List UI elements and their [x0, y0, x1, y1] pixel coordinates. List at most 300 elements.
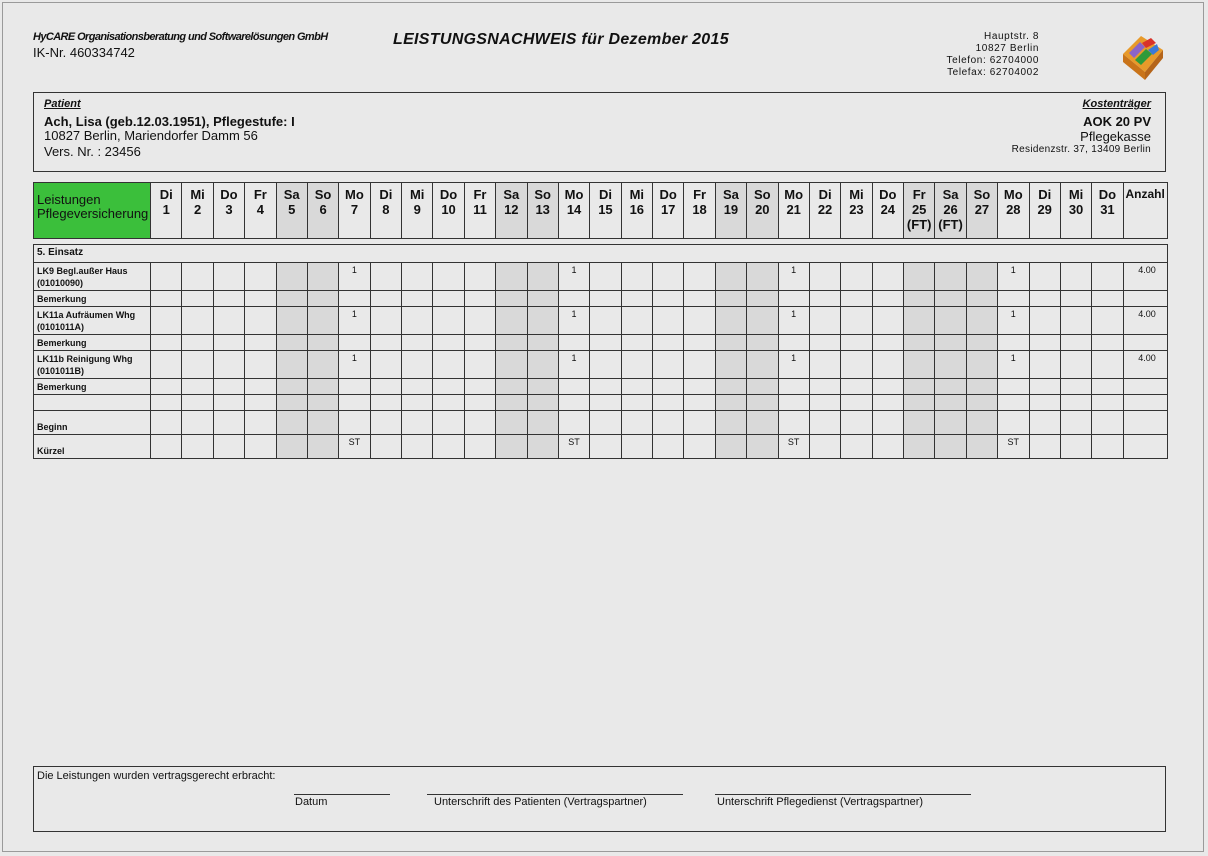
day-cell[interactable]: [778, 411, 809, 435]
day-cell[interactable]: [715, 335, 746, 351]
day-number: 20: [755, 202, 770, 217]
day-cell[interactable]: [966, 379, 997, 395]
day-cell[interactable]: [653, 435, 684, 459]
day-cell[interactable]: 1: [558, 263, 589, 291]
day-cell[interactable]: [496, 411, 527, 435]
day-cell[interactable]: [747, 395, 778, 411]
day-cell[interactable]: [1060, 307, 1091, 335]
day-cell[interactable]: [1092, 335, 1123, 351]
day-cell[interactable]: [904, 351, 935, 379]
day-cell[interactable]: [590, 291, 621, 307]
day-cell[interactable]: [1060, 395, 1091, 411]
day-cell[interactable]: [590, 435, 621, 459]
weekday-label: Do: [659, 187, 677, 202]
day-cell[interactable]: [1029, 263, 1060, 291]
day-cell[interactable]: [1092, 351, 1123, 379]
day-cell[interactable]: [464, 291, 495, 307]
patient-address: 10827 Berlin, Mariendorfer Damm 56: [44, 128, 258, 143]
day-cell[interactable]: [966, 411, 997, 435]
day-cell[interactable]: [527, 435, 558, 459]
day-cell[interactable]: [182, 395, 213, 411]
day-cell[interactable]: [684, 379, 715, 395]
day-cell[interactable]: [307, 351, 338, 379]
day-cell[interactable]: [464, 335, 495, 351]
day-cell[interactable]: [1060, 351, 1091, 379]
day-cell[interactable]: 1: [778, 307, 809, 335]
day-cell[interactable]: [966, 435, 997, 459]
day-cell[interactable]: [1029, 291, 1060, 307]
day-cell[interactable]: [653, 379, 684, 395]
day-header-cell: [841, 183, 872, 239]
row-total: 4.00: [1123, 307, 1167, 335]
day-cell[interactable]: [558, 335, 589, 351]
day-cell[interactable]: [684, 395, 715, 411]
day-cell[interactable]: [370, 291, 401, 307]
day-cell[interactable]: [684, 351, 715, 379]
day-cell[interactable]: [1029, 351, 1060, 379]
day-cell[interactable]: [590, 307, 621, 335]
day-cell[interactable]: [653, 411, 684, 435]
day-cell[interactable]: [904, 435, 935, 459]
day-cell[interactable]: [621, 411, 652, 435]
day-cell[interactable]: [151, 351, 182, 379]
day-cell[interactable]: [433, 379, 464, 395]
day-cell[interactable]: [527, 335, 558, 351]
day-cell[interactable]: [1060, 435, 1091, 459]
day-cell[interactable]: [653, 351, 684, 379]
day-cell[interactable]: [653, 291, 684, 307]
day-cell[interactable]: [1060, 411, 1091, 435]
day-cell[interactable]: [370, 435, 401, 459]
weekday-label: Di: [159, 187, 173, 202]
services-header-cell: [34, 183, 151, 239]
day-cell[interactable]: [1029, 411, 1060, 435]
day-cell[interactable]: [590, 379, 621, 395]
day-cell[interactable]: [151, 335, 182, 351]
day-cell[interactable]: ST: [339, 435, 370, 459]
day-cell[interactable]: [339, 379, 370, 395]
day-cell[interactable]: [841, 435, 872, 459]
day-cell[interactable]: [841, 335, 872, 351]
day-cell[interactable]: [935, 435, 966, 459]
day-cell[interactable]: [715, 307, 746, 335]
day-cell[interactable]: [496, 335, 527, 351]
day-cell[interactable]: [966, 351, 997, 379]
day-cell[interactable]: [935, 263, 966, 291]
day-cell[interactable]: [872, 351, 903, 379]
day-cell[interactable]: [684, 411, 715, 435]
day-cell[interactable]: [715, 379, 746, 395]
day-cell[interactable]: [527, 395, 558, 411]
day-cell[interactable]: [621, 307, 652, 335]
day-cell[interactable]: [872, 379, 903, 395]
day-cell[interactable]: [841, 351, 872, 379]
day-cell[interactable]: [1092, 263, 1123, 291]
day-cell[interactable]: [621, 351, 652, 379]
day-cell[interactable]: [966, 307, 997, 335]
day-cell[interactable]: [213, 395, 244, 411]
day-cell[interactable]: [809, 351, 840, 379]
day-cell[interactable]: [276, 351, 307, 379]
day-cell[interactable]: [245, 335, 276, 351]
day-cell[interactable]: [998, 291, 1029, 307]
day-cell[interactable]: [213, 435, 244, 459]
day-cell[interactable]: [307, 411, 338, 435]
day-cell[interactable]: [213, 263, 244, 291]
day-cell[interactable]: [747, 307, 778, 335]
day-cell[interactable]: [464, 263, 495, 291]
day-cell[interactable]: [935, 351, 966, 379]
day-cell[interactable]: [935, 307, 966, 335]
day-cell[interactable]: [402, 379, 433, 395]
day-cell[interactable]: [276, 263, 307, 291]
day-cell[interactable]: [841, 263, 872, 291]
day-cell[interactable]: 1: [778, 351, 809, 379]
day-cell[interactable]: 1: [998, 263, 1029, 291]
day-cell[interactable]: [464, 435, 495, 459]
day-cell[interactable]: [245, 263, 276, 291]
day-cell[interactable]: [527, 351, 558, 379]
day-cell[interactable]: [653, 263, 684, 291]
day-cell[interactable]: [496, 379, 527, 395]
day-cell[interactable]: [1060, 263, 1091, 291]
day-cell[interactable]: [778, 291, 809, 307]
day-cell[interactable]: [307, 335, 338, 351]
day-cell[interactable]: [590, 335, 621, 351]
day-cell[interactable]: [1060, 379, 1091, 395]
day-cell[interactable]: [904, 335, 935, 351]
day-cell[interactable]: [621, 379, 652, 395]
day-cell[interactable]: [1092, 307, 1123, 335]
day-cell[interactable]: [402, 335, 433, 351]
day-cell[interactable]: [245, 411, 276, 435]
day-cell[interactable]: [370, 379, 401, 395]
day-cell[interactable]: [715, 435, 746, 459]
day-cell[interactable]: [590, 395, 621, 411]
day-cell[interactable]: [245, 379, 276, 395]
day-cell[interactable]: [747, 291, 778, 307]
day-cell[interactable]: [1092, 379, 1123, 395]
day-cell[interactable]: 1: [778, 263, 809, 291]
day-cell[interactable]: [402, 263, 433, 291]
day-cell[interactable]: [339, 335, 370, 351]
day-cell[interactable]: [747, 263, 778, 291]
day-cell[interactable]: [809, 395, 840, 411]
day-cell[interactable]: 1: [339, 351, 370, 379]
day-cell[interactable]: [245, 307, 276, 335]
day-cell[interactable]: 1: [558, 351, 589, 379]
day-cell[interactable]: [151, 395, 182, 411]
day-number: 9: [413, 202, 421, 217]
day-cell[interactable]: [307, 291, 338, 307]
day-number: 30: [1068, 202, 1084, 217]
day-cell[interactable]: [872, 411, 903, 435]
day-cell[interactable]: [809, 379, 840, 395]
day-cell[interactable]: [1029, 307, 1060, 335]
day-cell[interactable]: [433, 435, 464, 459]
day-cell[interactable]: [213, 379, 244, 395]
day-cell[interactable]: [684, 291, 715, 307]
day-cell[interactable]: [213, 351, 244, 379]
day-header-cell: [998, 183, 1029, 239]
day-header-cell: [527, 183, 558, 239]
day-cell[interactable]: [402, 307, 433, 335]
day-header-cell: [245, 183, 276, 239]
day-cell[interactable]: [213, 307, 244, 335]
day-cell[interactable]: [966, 395, 997, 411]
day-cell[interactable]: [276, 435, 307, 459]
day-cell[interactable]: [590, 351, 621, 379]
day-cell[interactable]: [1092, 291, 1123, 307]
day-cell[interactable]: [433, 291, 464, 307]
day-cell[interactable]: [182, 435, 213, 459]
day-cell[interactable]: [307, 379, 338, 395]
day-cell[interactable]: [1060, 291, 1091, 307]
day-cell[interactable]: [1092, 395, 1123, 411]
day-cell[interactable]: [904, 395, 935, 411]
day-cell[interactable]: [778, 335, 809, 351]
day-header-cell: [872, 183, 903, 239]
day-cell[interactable]: [307, 307, 338, 335]
day-cell[interactable]: [904, 263, 935, 291]
day-cell[interactable]: [276, 379, 307, 395]
day-cell[interactable]: [182, 263, 213, 291]
day-cell[interactable]: [1092, 411, 1123, 435]
day-cell[interactable]: [872, 291, 903, 307]
day-cell[interactable]: [1029, 335, 1060, 351]
day-cell[interactable]: [370, 395, 401, 411]
day-cell[interactable]: [904, 411, 935, 435]
day-cell[interactable]: [307, 435, 338, 459]
day-cell[interactable]: [809, 411, 840, 435]
day-cell[interactable]: [151, 307, 182, 335]
day-cell[interactable]: [1092, 435, 1123, 459]
day-cell[interactable]: [496, 435, 527, 459]
day-cell[interactable]: [747, 335, 778, 351]
day-cell[interactable]: [872, 263, 903, 291]
day-cell[interactable]: [370, 351, 401, 379]
day-cell[interactable]: [747, 351, 778, 379]
day-cell[interactable]: [715, 351, 746, 379]
day-cell[interactable]: [433, 395, 464, 411]
day-cell[interactable]: [276, 307, 307, 335]
row-total: [1123, 411, 1167, 435]
anzahl-header: Anzahl: [1123, 183, 1167, 239]
day-cell[interactable]: [182, 351, 213, 379]
day-cell[interactable]: [527, 307, 558, 335]
day-cell[interactable]: [213, 291, 244, 307]
day-cell[interactable]: [276, 335, 307, 351]
day-cell[interactable]: [464, 379, 495, 395]
day-cell[interactable]: [370, 335, 401, 351]
day-cell[interactable]: [1029, 379, 1060, 395]
day-cell[interactable]: [809, 307, 840, 335]
weekday-label: Di: [1038, 187, 1052, 202]
day-cell[interactable]: [245, 435, 276, 459]
day-cell[interactable]: [904, 291, 935, 307]
day-cell[interactable]: [998, 395, 1029, 411]
day-cell[interactable]: [527, 379, 558, 395]
day-cell[interactable]: [684, 435, 715, 459]
day-cell[interactable]: [747, 411, 778, 435]
day-cell[interactable]: [935, 411, 966, 435]
day-cell[interactable]: [809, 291, 840, 307]
day-cell[interactable]: [715, 411, 746, 435]
day-cell[interactable]: [1029, 395, 1060, 411]
day-cell[interactable]: [151, 379, 182, 395]
day-cell[interactable]: [370, 307, 401, 335]
day-cell[interactable]: [370, 263, 401, 291]
day-cell[interactable]: [307, 395, 338, 411]
weekday-label: Fr: [473, 187, 487, 202]
day-cell[interactable]: [151, 435, 182, 459]
day-cell[interactable]: [966, 335, 997, 351]
day-cell[interactable]: [213, 335, 244, 351]
day-cell[interactable]: [841, 379, 872, 395]
day-cell[interactable]: [464, 411, 495, 435]
day-cell[interactable]: [715, 291, 746, 307]
day-cell[interactable]: [402, 411, 433, 435]
day-cell[interactable]: [182, 411, 213, 435]
day-cell[interactable]: [590, 263, 621, 291]
day-cell[interactable]: [464, 307, 495, 335]
day-cell[interactable]: 1: [998, 307, 1029, 335]
day-cell[interactable]: [402, 351, 433, 379]
day-cell[interactable]: [778, 395, 809, 411]
weekday-label: Fr: [253, 187, 267, 202]
day-cell[interactable]: [402, 435, 433, 459]
day-cell[interactable]: [496, 307, 527, 335]
day-cell[interactable]: [433, 335, 464, 351]
day-cell[interactable]: [464, 351, 495, 379]
day-cell[interactable]: [339, 291, 370, 307]
weekday-label: Mi: [849, 187, 864, 202]
day-cell[interactable]: [151, 411, 182, 435]
day-cell[interactable]: [621, 435, 652, 459]
day-cell[interactable]: [1060, 335, 1091, 351]
day-cell[interactable]: [966, 291, 997, 307]
day-cell[interactable]: [245, 395, 276, 411]
day-cell[interactable]: [496, 263, 527, 291]
day-cell[interactable]: [653, 395, 684, 411]
day-cell[interactable]: [872, 435, 903, 459]
day-cell[interactable]: [402, 291, 433, 307]
day-cell[interactable]: [558, 395, 589, 411]
day-cell[interactable]: [496, 351, 527, 379]
day-cell[interactable]: [809, 263, 840, 291]
day-cell[interactable]: ST: [998, 435, 1029, 459]
day-cell[interactable]: [182, 379, 213, 395]
day-cell[interactable]: [433, 307, 464, 335]
day-cell[interactable]: [621, 395, 652, 411]
day-cell[interactable]: 1: [339, 263, 370, 291]
day-cell[interactable]: [935, 379, 966, 395]
day-cell[interactable]: [370, 411, 401, 435]
day-cell[interactable]: [433, 411, 464, 435]
day-cell[interactable]: [276, 291, 307, 307]
row-total: [1123, 335, 1167, 351]
day-cell[interactable]: [1029, 435, 1060, 459]
day-cell[interactable]: [558, 291, 589, 307]
day-cell[interactable]: [872, 395, 903, 411]
day-cell[interactable]: [935, 395, 966, 411]
day-cell[interactable]: [558, 379, 589, 395]
day-cell[interactable]: ST: [778, 435, 809, 459]
day-cell[interactable]: 1: [339, 307, 370, 335]
day-cell[interactable]: [684, 263, 715, 291]
day-cell[interactable]: [872, 335, 903, 351]
day-cell[interactable]: [558, 411, 589, 435]
day-cell[interactable]: [778, 379, 809, 395]
day-cell[interactable]: [245, 351, 276, 379]
day-cell[interactable]: [809, 335, 840, 351]
day-cell[interactable]: [182, 291, 213, 307]
day-cell[interactable]: [935, 335, 966, 351]
day-cell[interactable]: [841, 307, 872, 335]
day-cell[interactable]: [276, 395, 307, 411]
day-cell[interactable]: [841, 395, 872, 411]
day-cell[interactable]: [998, 379, 1029, 395]
day-cell[interactable]: [998, 335, 1029, 351]
day-cell[interactable]: [464, 395, 495, 411]
day-cell[interactable]: [339, 411, 370, 435]
day-cell[interactable]: [151, 263, 182, 291]
day-cell[interactable]: [433, 263, 464, 291]
day-cell[interactable]: [935, 291, 966, 307]
day-cell[interactable]: [653, 307, 684, 335]
day-cell[interactable]: 1: [558, 307, 589, 335]
day-cell[interactable]: [245, 291, 276, 307]
day-cell[interactable]: [841, 411, 872, 435]
day-cell[interactable]: [809, 435, 840, 459]
day-cell[interactable]: [496, 291, 527, 307]
day-cell[interactable]: [182, 307, 213, 335]
day-cell[interactable]: [653, 335, 684, 351]
day-cell[interactable]: [684, 307, 715, 335]
day-cell[interactable]: [998, 411, 1029, 435]
day-cell[interactable]: [621, 263, 652, 291]
day-cell[interactable]: [151, 291, 182, 307]
day-cell[interactable]: [213, 411, 244, 435]
day-cell[interactable]: [276, 411, 307, 435]
day-cell[interactable]: ST: [558, 435, 589, 459]
day-cell[interactable]: [747, 435, 778, 459]
day-cell[interactable]: [496, 395, 527, 411]
day-cell[interactable]: [715, 395, 746, 411]
day-cell[interactable]: [715, 263, 746, 291]
day-cell[interactable]: [182, 335, 213, 351]
day-cell[interactable]: [966, 263, 997, 291]
day-cell[interactable]: [872, 307, 903, 335]
day-cell[interactable]: [307, 263, 338, 291]
day-cell[interactable]: [684, 335, 715, 351]
day-cell[interactable]: [904, 307, 935, 335]
day-cell[interactable]: [841, 291, 872, 307]
day-cell[interactable]: [621, 335, 652, 351]
day-cell[interactable]: [747, 379, 778, 395]
day-cell[interactable]: [433, 351, 464, 379]
day-cell[interactable]: [339, 395, 370, 411]
day-cell[interactable]: [527, 411, 558, 435]
day-cell[interactable]: [527, 263, 558, 291]
day-header-cell: [464, 183, 495, 239]
day-cell[interactable]: [402, 395, 433, 411]
day-cell[interactable]: [621, 291, 652, 307]
day-cell[interactable]: [904, 379, 935, 395]
day-cell[interactable]: 1: [998, 351, 1029, 379]
day-cell[interactable]: [527, 291, 558, 307]
day-cell[interactable]: [590, 411, 621, 435]
